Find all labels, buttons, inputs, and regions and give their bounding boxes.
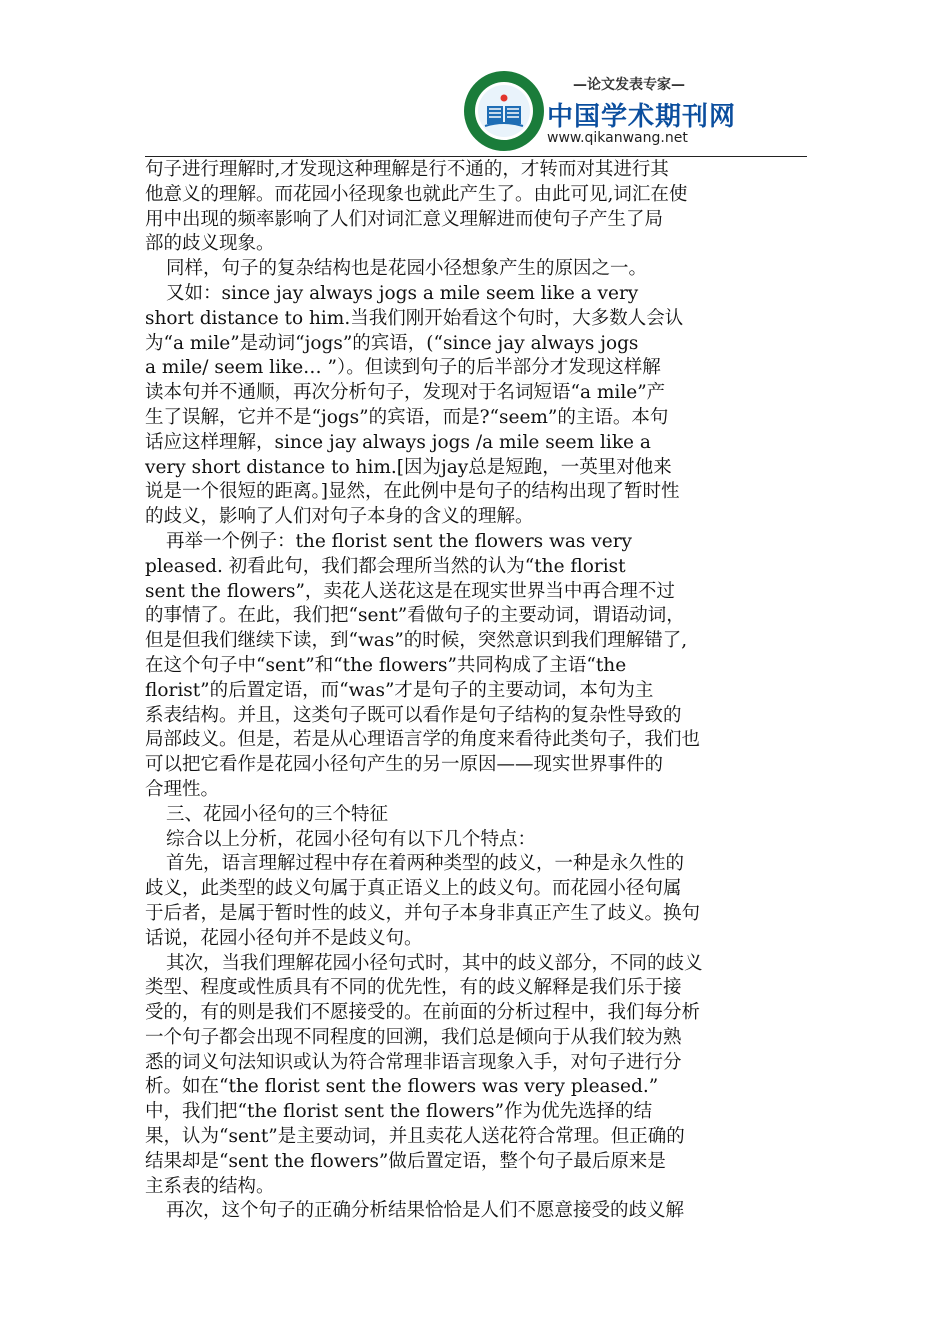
header-divider [145,156,807,157]
text-line: 其次，当我们理解花园小径句式时，其中的歧义部分，不同的歧义 [166,952,703,974]
text-line: 一个句子都会出现不同程度的回溯，我们总是倾向于从我们较为熟 [145,1026,682,1048]
text-line: 的歧义，影响了人们对句子本身的含义的理解。 [145,506,534,528]
site-logo[interactable] [463,70,737,155]
text-line: 用中出现的频率影响了人们对词汇意义理解进而使句子产生了局 [145,208,664,230]
text-line: 受的，有的则是我们不愿接受的。在前面的分析过程中，我们每分析 [145,1002,701,1024]
text-line: 在这个句子中“sent”和“the flowers”共同构成了主语“the [145,654,627,676]
text-line: 的事情了。在此，我们把“sent”看做句子的主要动词，谓语动词， [145,605,685,627]
text-line: 又如：since jay always jogs a mile seem like a very [166,282,639,304]
logo-tagline: —论文发表专家— [573,77,685,93]
text-line: 说是一个很短的距离。]显然，在此例中是句子的结构出现了暂时性 [145,481,680,503]
logo-url[interactable]: www.qikanwang.net [547,130,688,146]
text-line: 但是但我们继续下读，到“was”的时候，突然意识到我们理解错了, [145,630,688,652]
text-line: very short distance to him.[因为jay总是短跑，一英里对他来 [145,456,672,478]
text-line: 读本句并不通顺，再次分析句子，发现对于名词短语“a mile”产 [145,382,666,404]
text-line: 于后者，是属于暂时性的歧义，并句子本身非真正产生了歧义。换句 [145,902,701,924]
text-line: 系表结构。并且，这类句子既可以看作是句子结构的复杂性导致的 [145,704,682,726]
logo-seal-icon [463,70,545,152]
text-line: 他意义的理解。而花园小径现象也就此产生了。由此可见,词汇在使 [145,183,688,205]
text-line: 生了误解，它并不是“jogs”的宾语，而是?“seem”的主语。本句 [145,406,669,428]
text-line: a mile/ seem like… ”）。但读到句子的后半部分才发现这样解 [145,357,661,379]
text-line: 再次，这个句子的正确分析结果恰恰是人们不愿意接受的歧义解 [166,1200,685,1222]
text-line: 句子进行理解时,才发现这种理解是行不通的，才转而对其进行其 [145,159,669,180]
text-line: pleased. 初看此句，我们都会理所当然的认为“the florist [145,555,626,577]
text-line: 主系表的结构。 [145,1175,275,1197]
text-line: 析。如在“the florist sent the flowers was very pleased.” [145,1076,659,1098]
text-line: 首先，语言理解过程中存在着两种类型的歧义，一种是永久性的 [166,853,685,875]
text-line: 话说，花园小径句并不是歧义句。 [145,927,423,949]
text-line: 悉的词义句法知识或认为符合常理非语言现象入手，对句子进行分 [145,1051,682,1073]
text-line: 结果却是“sent the flowers”做后置定语，整个句子最后原来是 [145,1150,666,1172]
text-line: 部的歧义现象。 [145,233,275,255]
article-body [145,158,807,1224]
text-line: 可以把它看作是花园小径句产生的另一原因——现实世界事件的 [145,754,664,776]
text-line: 同样，句子的复杂结构也是花园小径想象产生的原因之一。 [166,258,648,280]
text-line: short distance to him.当我们刚开始看这个句时，大多数人会认 [145,307,684,329]
text-line: 话应这样理解，since jay always jogs /a mile seem like a [145,431,651,453]
text-line: 三、花园小径句的三个特征 [166,803,389,825]
text-line: 类型、程度或性质具有不同的优先性，有的歧义解释是我们乐于接 [145,977,682,999]
text-line: 合理性。 [145,778,220,800]
text-line: 为“a mile”是动词“jogs”的宾语，(“since jay always jogs [145,332,639,354]
text-line: 局部歧义。但是，若是从心理语言学的角度来看待此类句子，我们也 [145,729,701,751]
text-line: 歧义，此类型的歧义句属于真正语义上的歧义句。而花园小径句属 [145,878,682,900]
text-line: 中，我们把“the florist sent the flowers”作为优先选择的结 [145,1101,653,1123]
text-line: 再举一个例子：the florist sent the flowers was very [166,530,632,552]
logo-title: 中国学术期刊网 [547,102,737,132]
text-line: sent the flowers”，卖花人送花这是在现实世界当中再合理不过 [145,580,675,602]
text-line: 综合以上分析，花园小径句有以下几个特点： [166,828,537,850]
text-line: 果，认为“sent”是主要动词，并且卖花人送花符合常理。但正确的 [145,1126,685,1148]
text-line: florist”的后置定语，而“was”才是句子的主要动词，本句为主 [145,679,654,701]
